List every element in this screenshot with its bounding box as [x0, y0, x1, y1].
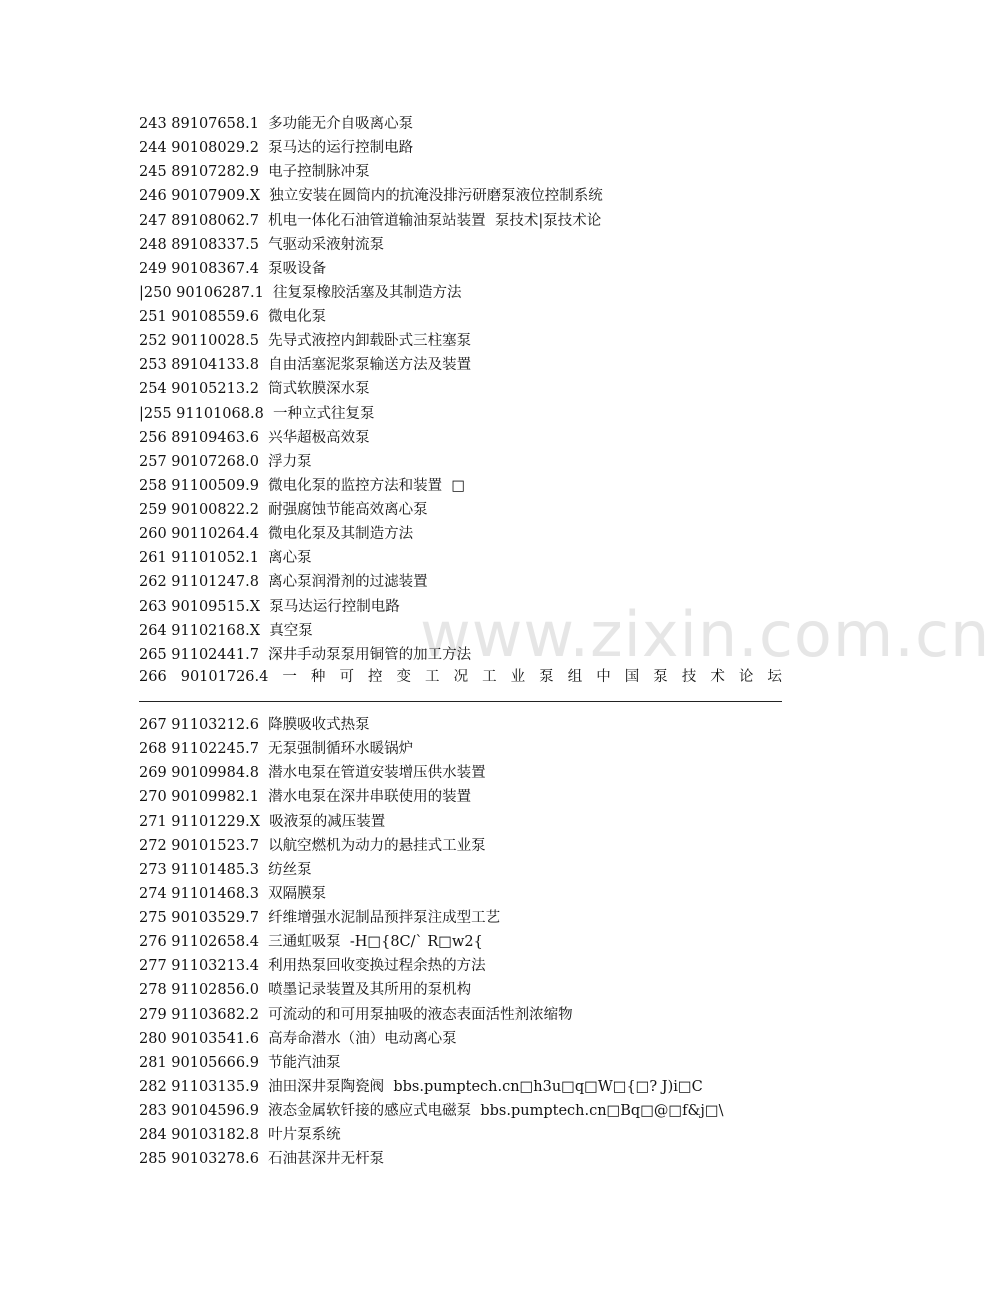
entry-piece: 工: [425, 669, 440, 685]
list-item: 243 89107658.1 多功能无介自吸离心泵: [139, 116, 414, 132]
list-item: 257 90107268.0 浮力泵: [139, 453, 312, 470]
list-item: 280 90103541.6 高寿命潜水（油）电动离心泵: [139, 1030, 457, 1047]
entry-piece: 国: [624, 669, 640, 685]
list-item: 258 91100509.9 微电化泵的监控方法和装置 □: [139, 477, 466, 494]
list-item: 251 90108559.6 微电化泵: [139, 309, 327, 325]
entry-piece: 况: [453, 669, 469, 685]
horizontal-divider: [139, 701, 782, 702]
list-item: 282 91103135.9 油田深井泵陶瓷阀 bbs.pumptech.cn□h3u□q□W□{□? J)i□C: [139, 1078, 703, 1095]
patent-list-top: [139, 112, 784, 667]
list-item: 256 89109463.6 兴华超极高效泵: [139, 429, 370, 446]
list-item: 270 90109982.1 潜水电泵在深井串联使用的装置: [139, 789, 472, 806]
entry-piece: 中: [596, 669, 611, 685]
entry-piece: 266: [139, 669, 167, 685]
list-item: 259 90100822.2 耐强腐蚀节能高效离心泵: [139, 502, 428, 518]
entry-piece: 90101726.4: [180, 669, 269, 685]
list-item: 260 90110264.4 微电化泵及其制造方法: [139, 526, 414, 543]
list-item: 273 91101485.3 纺丝泵: [139, 861, 312, 878]
entry-piece: 变: [396, 669, 412, 685]
entry-piece: 一: [282, 669, 297, 685]
entry-piece: 论: [738, 669, 754, 685]
list-item: 268 91102245.7 无泵强制循环水暖锅炉: [139, 741, 414, 758]
list-item: 249 90108367.4 泵吸设备: [139, 260, 327, 277]
list-item: 262 91101247.8 离心泵润滑剂的过滤装置: [139, 574, 428, 591]
list-item: 279 91103682.2 可流动的和可用泵抽吸的液态表面活性剂浓缩物: [139, 1006, 573, 1023]
list-item: 274 91101468.3 双隔膜泵: [139, 885, 327, 902]
list-item: |250 90106287.1 往复泵橡胶活塞及其制造方法: [139, 284, 462, 301]
watermark-text: www.zixin.com.cn: [420, 598, 990, 671]
list-item: 254 90105213.2 筒式软膜深水泵: [139, 381, 370, 398]
list-item: 244 90108029.2 泵马达的运行控制电路: [139, 140, 414, 157]
list-item: 253 89104133.8 自由活塞泥浆泵输送方法及装置: [139, 357, 472, 374]
list-item: 261 91101052.1 离心泵: [139, 550, 312, 567]
patent-list-bottom: [139, 713, 784, 1171]
entry-piece: 坛: [767, 669, 782, 685]
list-item: |255 91101068.8 一种立式往复泵: [139, 405, 375, 422]
list-item: 278 91102856.0 喷墨记录装置及其所用的泵机构: [139, 982, 472, 999]
list-item: 283 90104596.9 液态金属软钎接的感应式电磁泵 bbs.pumptech.cn□Bq□@□f&j□\: [139, 1103, 724, 1119]
list-item: 265 91102441.7 深井手动泵泵用铜管的加工方法: [139, 646, 472, 663]
list-item: 248 89108337.5 气驱动采液射流泵: [139, 236, 385, 253]
entry-piece: 可: [339, 669, 354, 685]
entry-piece: 泵: [653, 669, 668, 685]
list-item: 252 90110028.5 先导式液控内卸载卧式三柱塞泵: [139, 333, 472, 350]
entry-piece: 工: [482, 669, 497, 685]
justified-entry-266: [139, 665, 782, 689]
entry-piece: 业: [510, 669, 526, 685]
list-item: 285 90103278.6 石油甚深井无杆泵: [139, 1151, 385, 1168]
list-item: 284 90103182.8 叶片泵系统: [139, 1127, 341, 1144]
list-item: 277 91103213.4 利用热泵回收变换过程余热的方法: [139, 958, 486, 975]
list-item: 281 90105666.9 节能汽油泵: [139, 1054, 341, 1071]
list-item: 245 89107282.9 电子控制脉冲泵: [139, 164, 370, 181]
list-item: 267 91103212.6 降膜吸收式热泵: [139, 717, 370, 733]
list-item: 264 91102168.X 真空泵: [139, 622, 313, 639]
list-item: 269 90109984.8 潜水电泵在管道安装增压供水装置: [139, 765, 486, 782]
list-item: 263 90109515.X 泵马达运行控制电路: [139, 598, 400, 615]
list-item: 247 89108062.7 机电一体化石油管道输油泵站装置 泵技术|泵技术论: [139, 212, 602, 229]
list-item: 271 91101229.X 吸液泵的减压装置: [139, 813, 386, 830]
entry-piece: 控: [367, 669, 383, 685]
list-item: 276 91102658.4 三通虹吸泵 -H□{8C/` R□w2{: [139, 934, 483, 951]
entry-piece: 泵: [539, 669, 554, 685]
entry-piece: 组: [567, 669, 583, 685]
list-item: 272 90101523.7 以航空燃机为动力的悬挂式工业泵: [139, 837, 486, 854]
entry-piece: 技: [681, 669, 697, 685]
list-item: 275 90103529.7 纤维增强水泥制品预拌泵注成型工艺: [139, 910, 501, 926]
entry-piece: 术: [710, 669, 725, 685]
entry-piece: 种: [310, 669, 326, 685]
list-item: 246 90107909.X 独立安装在圆筒内的抗淹没排污研磨泵液位控制系统: [139, 188, 603, 205]
